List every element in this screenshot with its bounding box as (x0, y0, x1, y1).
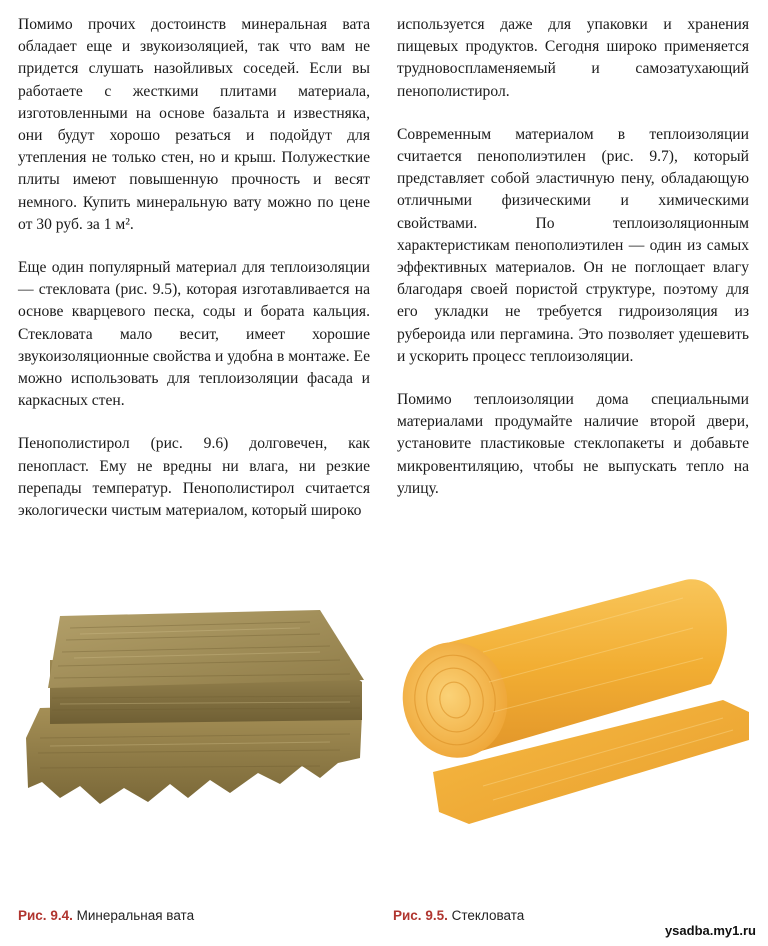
figure-caption-text: Стекловата (451, 908, 525, 923)
mineral-wool-slab-icon (20, 588, 375, 848)
figure-number: Рис. 9.4. (18, 908, 73, 923)
figure-caption (18, 908, 194, 923)
paragraph: Современным материалом в теплоизоляции считается пенополиэтилен (рис. 9.7), который представляет собой эластичную пену, обладающую отличными физическими и химическими свойствами. По теплоизоляционным характеристикам пенополиэтилен — один из самых эффективных материалов. Он не поглощает влагу благодаря своей пористой структуре, поэтому для его укладки не требуется гидроизоляция из рубероида или пергамина. Это позволяет удешевить и ускорить процесс теплоизоляции. (397, 125, 749, 365)
text-column-right (397, 14, 749, 521)
figure-glass-wool (393, 572, 753, 832)
paragraph: Пенополистирол (рис. 9.6) долговечен, как пенопласт. Ему не вредны ни влага, ни резкие перепады температур. Пенополистирол считается экологически чистым материалом, который широко (18, 435, 370, 520)
figure-caption-text: Минеральная вата (76, 908, 195, 923)
glass-wool-roll-icon (393, 572, 753, 832)
figure-number: Рис. 9.5. (393, 908, 448, 923)
figure-caption (393, 908, 524, 923)
figure-mineral-wool (20, 588, 375, 848)
paragraph: Помимо прочих достоинств минеральная вата обладает еще и звукоизоляцией, так что вам не придется слушать назойливых соседей. Если вы работаете с жесткими плитами материала, изготовленными на основе базальта и известняка, они будут хорошо резаться и подойдут для утепления не только стен, но и крыш. Полужесткие плиты имеют повышенную прочность и весят немного. Купить минеральную вату можно по цене от 30 руб. за 1 м². (18, 16, 370, 233)
paragraph: Помимо теплоизоляции дома специальными материалами продумайте наличие второй двери, установите пластиковые стеклопакеты и добавьте микровентиляцию, чтобы не выпускать тепло на улицу. (397, 391, 749, 497)
text-column-left (18, 14, 370, 543)
paragraph: используется даже для упаковки и хранения пищевых продуктов. Сегодня широко применяется трудновоспламеняемый и самозатухающий пенополистирол. (397, 16, 749, 100)
paragraph: Еще один популярный материал для теплоизоляции — стекловата (рис. 9.5), которая изготавливается на основе кварцевого песка, соды и бората кальция. Стекловата мало весит, имеет хорошие звукоизоляционные свойства и удобна в монтаже. Ее можно использовать для теплоизоляции фасада и каркасных стен. (18, 259, 370, 410)
watermark: ysadba.my1.ru (664, 923, 756, 938)
